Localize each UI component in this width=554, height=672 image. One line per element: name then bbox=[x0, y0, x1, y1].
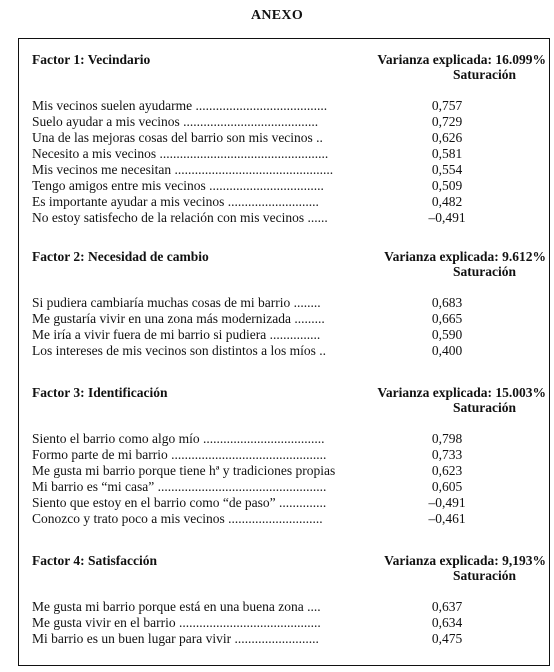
factor-header bbox=[32, 52, 546, 88]
item-row bbox=[32, 295, 546, 311]
item-row bbox=[32, 98, 546, 114]
item-label: Suelo ayudar a mis vecinos ........................................ bbox=[32, 114, 319, 129]
item-row bbox=[32, 178, 546, 194]
item-value: 0,400 bbox=[431, 343, 463, 358]
factor-items bbox=[32, 98, 546, 226]
factor-items bbox=[32, 295, 546, 359]
item-value: 0,634 bbox=[431, 615, 463, 630]
factor-items bbox=[32, 431, 546, 527]
factor-header bbox=[32, 553, 546, 589]
item-label: Si pudiera cambiaría muchas cosas de mi barrio ........ bbox=[32, 295, 321, 310]
item-row bbox=[32, 463, 546, 479]
item-row bbox=[32, 511, 546, 527]
factor-variance: Varianza explicada: 15.003% bbox=[377, 385, 546, 400]
item-row bbox=[32, 479, 546, 495]
saturation-header: Saturación bbox=[452, 67, 516, 82]
item-row bbox=[32, 114, 546, 130]
item-label: Siento que estoy en el barrio como “de paso” .............. bbox=[32, 495, 327, 510]
item-row bbox=[32, 631, 546, 647]
item-value: –0,491 bbox=[428, 210, 466, 225]
item-row bbox=[32, 210, 546, 226]
saturation-header: Saturación bbox=[452, 568, 516, 583]
item-row bbox=[32, 615, 546, 631]
factor-block bbox=[32, 553, 546, 647]
item-value: 0,509 bbox=[431, 178, 463, 193]
item-label: Mi barrio es un buen lugar para vivir ......................... bbox=[32, 631, 319, 646]
factor-block bbox=[32, 52, 546, 226]
item-value: 0,757 bbox=[431, 98, 463, 113]
item-row bbox=[32, 495, 546, 511]
item-label: Me gusta vivir en el barrio .......................................... bbox=[32, 615, 321, 630]
item-value: 0,590 bbox=[431, 327, 463, 342]
item-value: 0,626 bbox=[431, 130, 463, 145]
item-row bbox=[32, 327, 546, 343]
item-value: 0,665 bbox=[431, 311, 463, 326]
factor-name: Factor 4: Satisfacción bbox=[32, 553, 157, 568]
factor-block bbox=[32, 249, 546, 359]
item-value: 0,554 bbox=[431, 162, 463, 177]
item-value: 0,581 bbox=[431, 146, 463, 161]
item-label: Siento el barrio como algo mío .................................... bbox=[32, 431, 325, 446]
item-label: Me gustaría vivir en una zona más modernizada ......... bbox=[32, 311, 325, 326]
item-value: 0,683 bbox=[431, 295, 463, 310]
factor-name: Factor 1: Vecindario bbox=[32, 52, 151, 67]
item-value: 0,637 bbox=[431, 599, 463, 614]
item-value: 0,482 bbox=[431, 194, 463, 209]
factor-header bbox=[32, 385, 546, 421]
item-label: Mi barrio es “mi casa” .................................................. bbox=[32, 479, 327, 494]
factor-block bbox=[32, 385, 546, 527]
saturation-header: Saturación bbox=[452, 400, 516, 415]
item-label: Los intereses de mis vecinos son distintos a los míos .. bbox=[32, 343, 326, 358]
factor-items bbox=[32, 599, 546, 647]
item-row bbox=[32, 194, 546, 210]
item-row bbox=[32, 311, 546, 327]
item-row bbox=[32, 162, 546, 178]
item-label: Una de las mejoras cosas del barrio son mis vecinos .. bbox=[32, 130, 323, 145]
item-row bbox=[32, 599, 546, 615]
factor-variance: Varianza explicada: 9,193% bbox=[384, 553, 546, 568]
item-value: 0,729 bbox=[431, 114, 463, 129]
item-value: 0,623 bbox=[431, 463, 463, 478]
item-value: 0,733 bbox=[431, 447, 463, 462]
saturation-header: Saturación bbox=[452, 264, 516, 279]
item-row bbox=[32, 343, 546, 359]
item-label: Formo parte de mi barrio .............................................. bbox=[32, 447, 327, 462]
item-row bbox=[32, 130, 546, 146]
item-label: Tengo amigos entre mis vecinos .................................. bbox=[32, 178, 324, 193]
factor-name: Factor 2: Necesidad de cambio bbox=[32, 249, 209, 264]
item-label: Mis vecinos suelen ayudarme ....................................... bbox=[32, 98, 328, 113]
item-label: No estoy satisfecho de la relación con mis vecinos ...... bbox=[32, 210, 328, 225]
item-label: Mis vecinos me necesitan ............................................... bbox=[32, 162, 334, 177]
item-label: Me gusta mi barrio porque está en una buena zona .... bbox=[32, 599, 321, 614]
item-value: 0,798 bbox=[431, 431, 463, 446]
item-value: –0,461 bbox=[428, 511, 466, 526]
item-label: Es importante ayudar a mis vecinos ........................... bbox=[32, 194, 319, 209]
item-row bbox=[32, 431, 546, 447]
item-value: –0,491 bbox=[428, 495, 466, 510]
item-row bbox=[32, 146, 546, 162]
factor-variance: Varianza explicada: 9.612% bbox=[384, 249, 546, 264]
item-value: 0,475 bbox=[431, 631, 463, 646]
factor-header bbox=[32, 249, 546, 285]
item-label: Necesito a mis vecinos .................................................. bbox=[32, 146, 329, 161]
factor-variance: Varianza explicada: 16.099% bbox=[377, 52, 546, 67]
item-label: Me gusta mi barrio porque tiene hª y tradiciones propias bbox=[32, 463, 336, 478]
item-row bbox=[32, 447, 546, 463]
item-label: Me iría a vivir fuera de mi barrio si pudiera ............... bbox=[32, 327, 321, 342]
item-value: 0,605 bbox=[431, 479, 463, 494]
factor-name: Factor 3: Identificación bbox=[32, 385, 168, 400]
item-label: Conozco y trato poco a mis vecinos ............................ bbox=[32, 511, 323, 526]
page-title: ANEXO bbox=[250, 8, 304, 23]
